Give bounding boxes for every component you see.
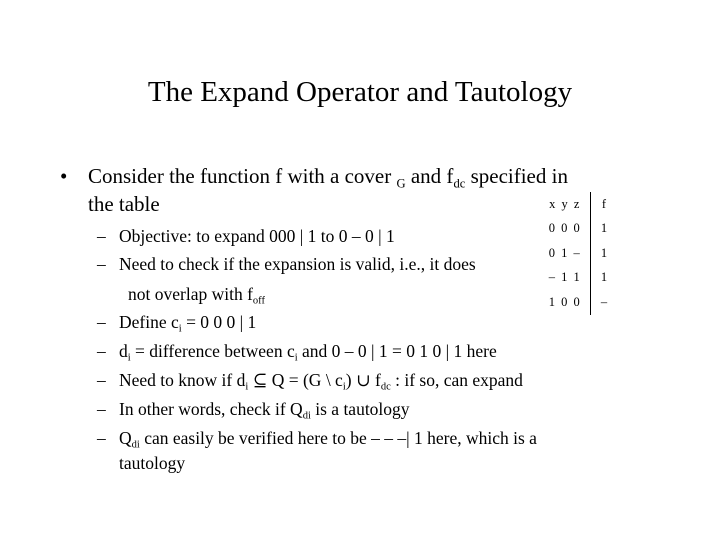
dc-subscript: dc — [380, 381, 391, 393]
dash-marker: – — [97, 226, 106, 246]
dash-marker: – — [97, 254, 106, 274]
dash-marker: – — [97, 341, 106, 361]
table-cell-input: 0 1 – — [540, 241, 591, 266]
union-symbol: ∪ — [355, 371, 371, 391]
table-cell-input: – 1 1 — [540, 266, 591, 291]
table-cell-input: 1 0 0 — [540, 290, 591, 315]
dash-marker: – — [97, 370, 106, 390]
sub-bullet-other — [97, 399, 410, 420]
bullet-line-1 — [88, 164, 568, 189]
dash-marker: – — [97, 312, 106, 332]
table-cell-output: 1 — [600, 221, 608, 236]
table-header-row — [540, 192, 617, 217]
table-cell-output: 1 — [600, 245, 608, 260]
ci-subscript: i — [294, 352, 298, 364]
bullet-cover-g: G — [396, 176, 406, 191]
sub-bullet-objective — [97, 226, 395, 247]
table-row — [540, 266, 617, 291]
check-text: Need to check if the expansion is valid, i.e., it does — [119, 254, 476, 274]
sub-bullet-define — [97, 312, 256, 333]
di-text-b: = difference between c — [130, 341, 295, 361]
sub-bullet-need — [97, 370, 523, 391]
di-text-c: and 0 – 0 | 1 = 0 1 0 | 1 here — [297, 341, 497, 361]
qdi-subscript: di — [302, 410, 311, 422]
need-text-d: f — [370, 370, 381, 390]
bullet-text-a: Consider the function f with a cover — [88, 164, 397, 188]
table-row — [540, 217, 617, 242]
table-cell-output: 1 — [600, 270, 608, 285]
need-text-b: Q = (G \ c — [267, 370, 343, 390]
bullet-dc-subscript: dc — [453, 176, 466, 191]
di-subscript: i — [127, 352, 131, 364]
table-header-f: f — [601, 196, 607, 211]
need-text-a: Need to know if d — [119, 370, 246, 390]
sub-bullet-qdi — [97, 428, 537, 449]
objective-text: Objective: to expand 000 | 1 to 0 – 0 | 1 — [119, 226, 395, 246]
sub-bullet-check — [97, 254, 476, 275]
table-header-xyz: x y z — [540, 192, 591, 217]
dash-marker: – — [97, 399, 106, 419]
qdi-text-a: Q — [119, 428, 132, 448]
sub-bullet-di — [97, 341, 497, 362]
need-text-e: : if so, can expand — [390, 370, 523, 390]
need-text-c: ) — [345, 370, 356, 390]
slide-title: The Expand Operator and Tautology — [147, 76, 573, 108]
table-cell-input: 0 0 0 — [540, 217, 591, 242]
dash-marker: – — [97, 428, 106, 448]
define-text-a: Define c — [119, 312, 179, 332]
bullet-text-b: and f — [405, 164, 454, 188]
ci-subscript: i — [342, 381, 346, 393]
off-subscript: off — [252, 295, 265, 307]
di-text-a: d — [119, 341, 128, 361]
table-cell-output: – — [600, 294, 608, 309]
ci-subscript: i — [178, 323, 182, 335]
table-row — [540, 241, 617, 266]
bullet-marker: • — [60, 164, 68, 188]
other-text-a: In other words, check if Q — [119, 399, 303, 419]
di-subscript: i — [245, 381, 249, 393]
define-text-b: = 0 0 0 | 1 — [181, 312, 257, 332]
other-text-b: is a tautology — [310, 399, 410, 419]
qdi-subscript: di — [131, 439, 140, 451]
truth-table-box — [540, 192, 617, 315]
check-text-cont: not overlap with f — [128, 284, 253, 304]
truth-table — [540, 192, 617, 315]
sub-bullet-qdi-cont: tautology — [119, 453, 186, 473]
qdi-text-b: can easily be verified here to be – – –| 1 here, which is a — [139, 428, 537, 448]
bullet-line-2: the table — [88, 192, 160, 216]
sub-bullet-check-cont — [128, 284, 265, 305]
subseteq-symbol: ⊆ — [252, 371, 268, 391]
bullet-text-c: specified in — [465, 164, 568, 188]
table-row — [540, 290, 617, 315]
